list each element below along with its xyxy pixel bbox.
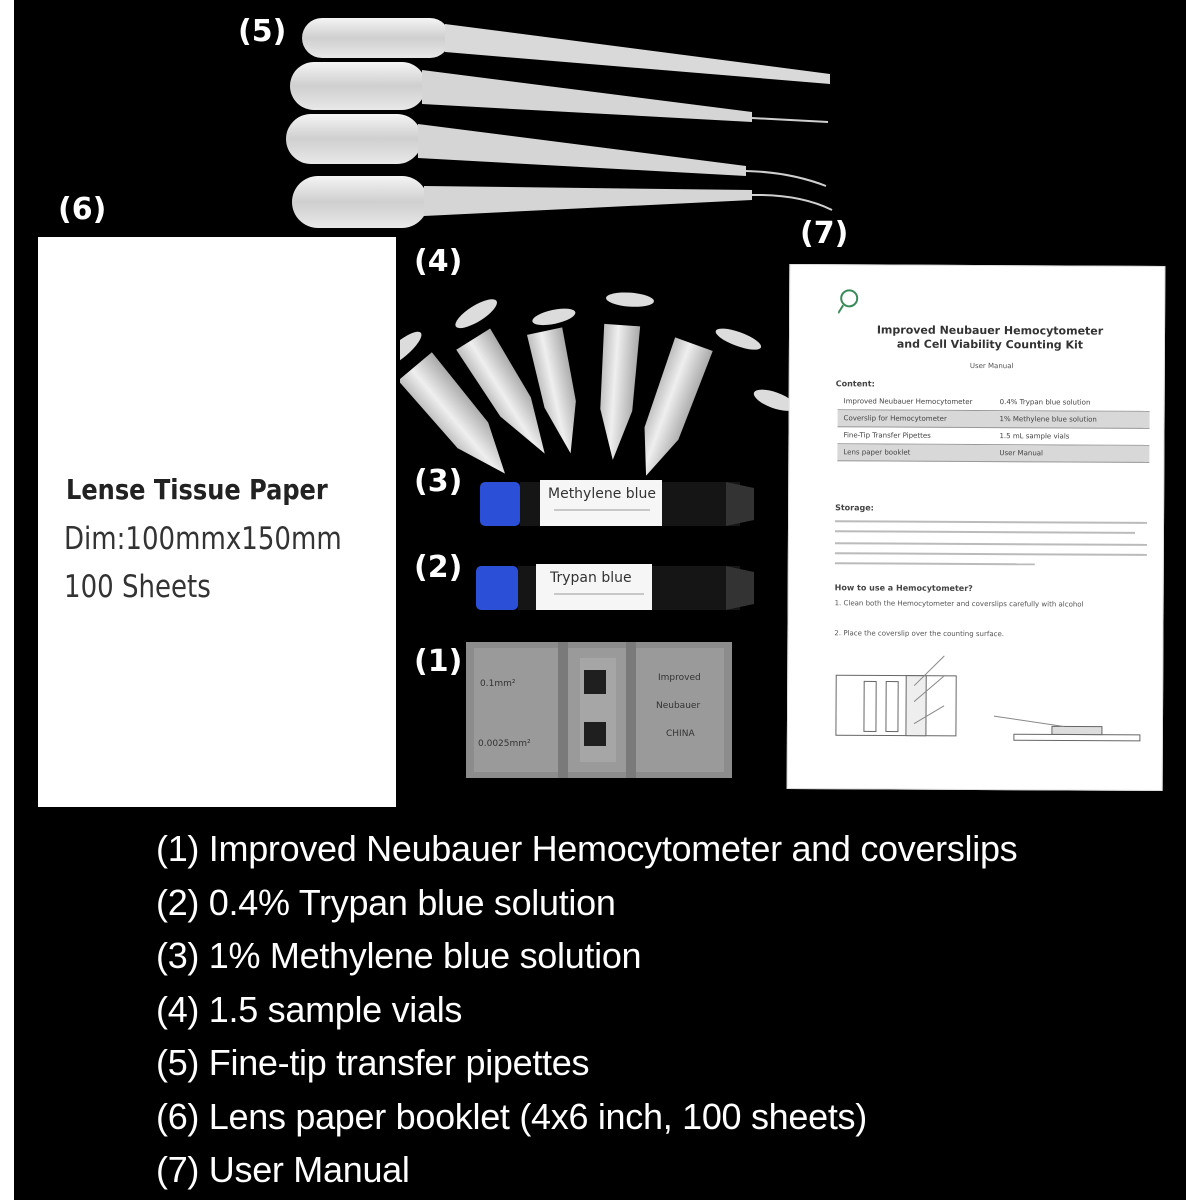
label-3: (3) — [414, 464, 463, 499]
label-2: (2) — [414, 550, 463, 585]
slide-area-2: 0.0025mm² — [478, 739, 531, 749]
booklet-title: Lense Tissue Paper — [66, 473, 328, 506]
manual-step-1: 1. Clean both the Hemocytometer and coverslips carefully with alcohol — [834, 599, 1084, 609]
caption-5: (5) Fine-tip transfer pipettes — [156, 1042, 590, 1083]
slide-brand-1: Improved — [658, 673, 701, 683]
methylene-blue-tube — [474, 474, 758, 534]
manual-title-2: and Cell Viability Counting Kit — [896, 337, 1084, 352]
sample-vials-illustration — [400, 270, 800, 480]
slide-origin: CHINA — [666, 729, 695, 739]
caption-7: (7) User Manual — [156, 1149, 410, 1190]
caption-1: (1) Improved Neubauer Hemocytometer and coverslips — [156, 828, 1018, 869]
trypan-label-text: Trypan blue — [550, 570, 632, 586]
pipettes-illustration — [0, 0, 1200, 240]
hemocytometer-slide — [466, 642, 732, 778]
caption-6: (6) Lens paper booklet (4x6 inch, 100 sheets) — [156, 1095, 867, 1137]
manual-step-2: 2. Place the coverslip over the counting surface. — [834, 629, 1005, 639]
manual-diagram — [834, 645, 1151, 757]
booklet-sheet-count: 100 Sheets — [64, 569, 211, 605]
table-row: Coverslip for Hemocytometer 1% Methylene blue solution — [838, 410, 1150, 429]
manual-howto-heading: How to use a Hemocytometer? — [834, 583, 973, 593]
caption-2: (2) 0.4% Trypan blue solution — [156, 881, 616, 923]
caption-3: (3) 1% Methylene blue solution — [156, 935, 642, 976]
table-row: Lens paper booklet User Manual — [837, 444, 1149, 463]
pipette-3 — [286, 114, 826, 186]
slide-brand-2: Neubauer — [656, 701, 701, 711]
table-row: Improved Neubauer Hemocytometer 0.4% Trypan blue solution — [838, 393, 1150, 412]
manual-storage-text-lines — [835, 517, 1151, 579]
vial-5 — [627, 312, 800, 480]
magnifier-logo-icon — [838, 287, 868, 315]
slide-area-1: 0.1mm² — [480, 679, 516, 689]
trypan-blue-tube — [474, 558, 758, 618]
caption-4: (4) 1.5 sample vials — [156, 988, 463, 1030]
label-6: (6) — [58, 192, 107, 227]
label-5: (5) — [238, 14, 287, 49]
manual-title-1: Improved Neubauer Hemocytometer — [876, 323, 1104, 338]
lens-paper-booklet — [38, 237, 396, 807]
methylene-label-text: Methylene blue — [548, 486, 657, 502]
manual-subtitle: User Manual — [969, 361, 1014, 371]
manual-storage-heading: Storage: — [835, 503, 874, 513]
label-4: (4) — [414, 244, 463, 279]
component-caption-list — [156, 826, 1156, 1200]
pipette-4 — [292, 176, 832, 228]
manual-contents-table — [837, 393, 1149, 463]
user-manual — [787, 264, 1166, 791]
manual-contents-heading: Content: — [835, 379, 875, 389]
label-7: (7) — [800, 216, 849, 251]
label-1: (1) — [414, 644, 463, 679]
table-row: Fine-Tip Transfer Pipettes 1.5 mL sample vials — [837, 427, 1149, 446]
booklet-dimensions: Dim:100mmx150mm — [64, 521, 342, 557]
